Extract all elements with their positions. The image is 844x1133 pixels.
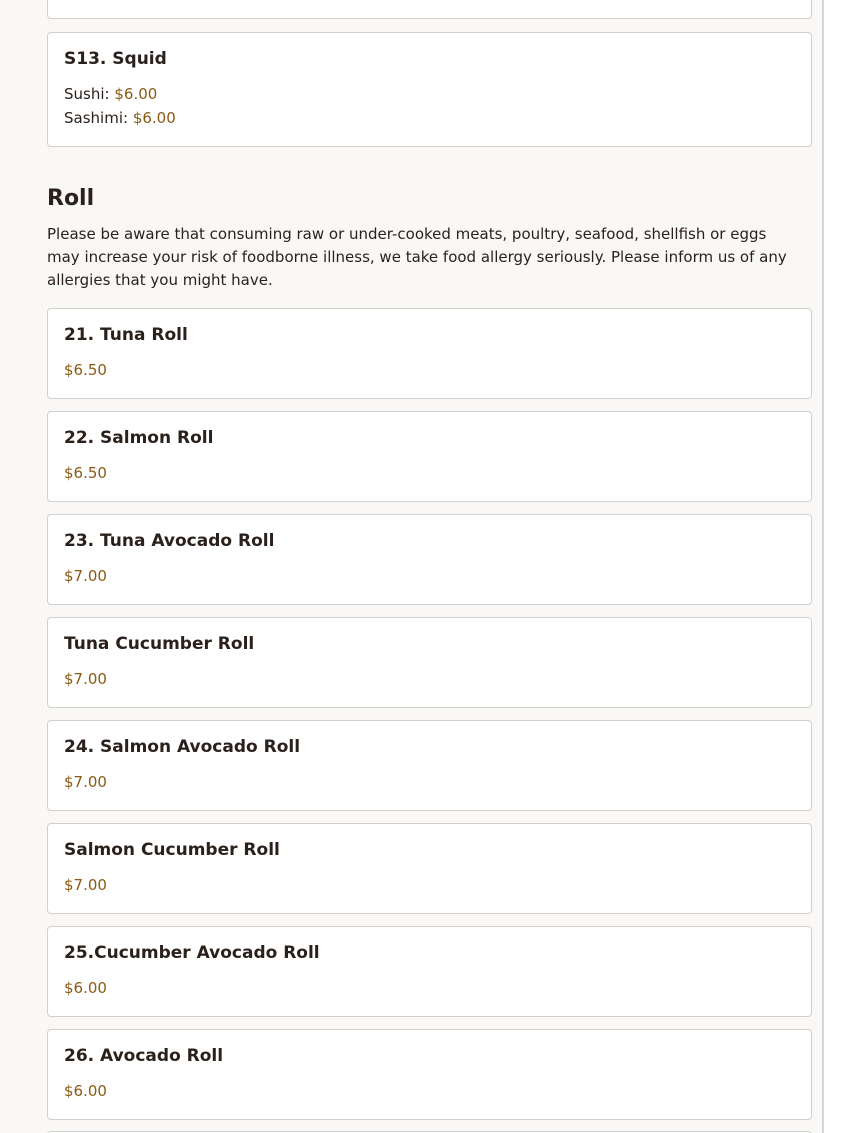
menu-item-card[interactable] xyxy=(47,1029,812,1120)
menu-item-card-cutoff[interactable] xyxy=(47,0,812,19)
right-gutter xyxy=(824,0,844,1133)
menu-item-card[interactable] xyxy=(47,514,812,605)
menu-item-card[interactable] xyxy=(47,617,812,708)
menu-item-price: $7.00 xyxy=(64,773,107,791)
sashimi-price: $6.00 xyxy=(132,109,176,127)
menu-item-price: $7.00 xyxy=(64,567,107,585)
menu-item-price: $6.50 xyxy=(64,361,107,379)
section-description: Please be aware that consuming raw or under-cooked meats, poultry, seafood, shellfish or eggs may increase your risk of foodborne illness, we take food allergy seriously. Please inform us of any allergies that you might have. xyxy=(47,225,787,289)
sushi-price-line xyxy=(64,85,157,103)
sashimi-price-line xyxy=(64,109,176,127)
menu-item-title: 23. Tuna Avocado Roll xyxy=(64,531,275,551)
menu-item-card[interactable] xyxy=(47,308,812,399)
menu-item-price: $6.50 xyxy=(64,464,107,482)
menu-item-title: S13. Squid xyxy=(64,49,167,69)
menu-item-price: $7.00 xyxy=(64,670,107,688)
menu-item-title: 25.Cucumber Avocado Roll xyxy=(64,943,320,963)
menu-item-card[interactable] xyxy=(47,926,812,1017)
menu-item-price: $6.00 xyxy=(64,1082,107,1100)
menu-item-title: 22. Salmon Roll xyxy=(64,428,214,448)
menu-item-card[interactable] xyxy=(47,823,812,914)
menu-item-title: Salmon Cucumber Roll xyxy=(64,840,280,860)
menu-item-title: 26. Avocado Roll xyxy=(64,1046,224,1066)
menu-item-title: 21. Tuna Roll xyxy=(64,325,188,345)
sashimi-label: Sashimi: xyxy=(64,109,129,127)
menu-item-title: 24. Salmon Avocado Roll xyxy=(64,737,301,757)
sushi-label: Sushi: xyxy=(64,85,110,103)
menu-item-card[interactable] xyxy=(47,411,812,502)
sushi-price: $6.00 xyxy=(114,85,158,103)
menu-item-card[interactable] xyxy=(47,720,812,811)
menu-item-title: Tuna Cucumber Roll xyxy=(64,634,255,654)
menu-item-price: $6.00 xyxy=(64,979,107,997)
menu-item-price: $7.00 xyxy=(64,876,107,894)
menu-item-card-squid[interactable] xyxy=(47,32,812,147)
section-title: Roll xyxy=(47,186,95,211)
